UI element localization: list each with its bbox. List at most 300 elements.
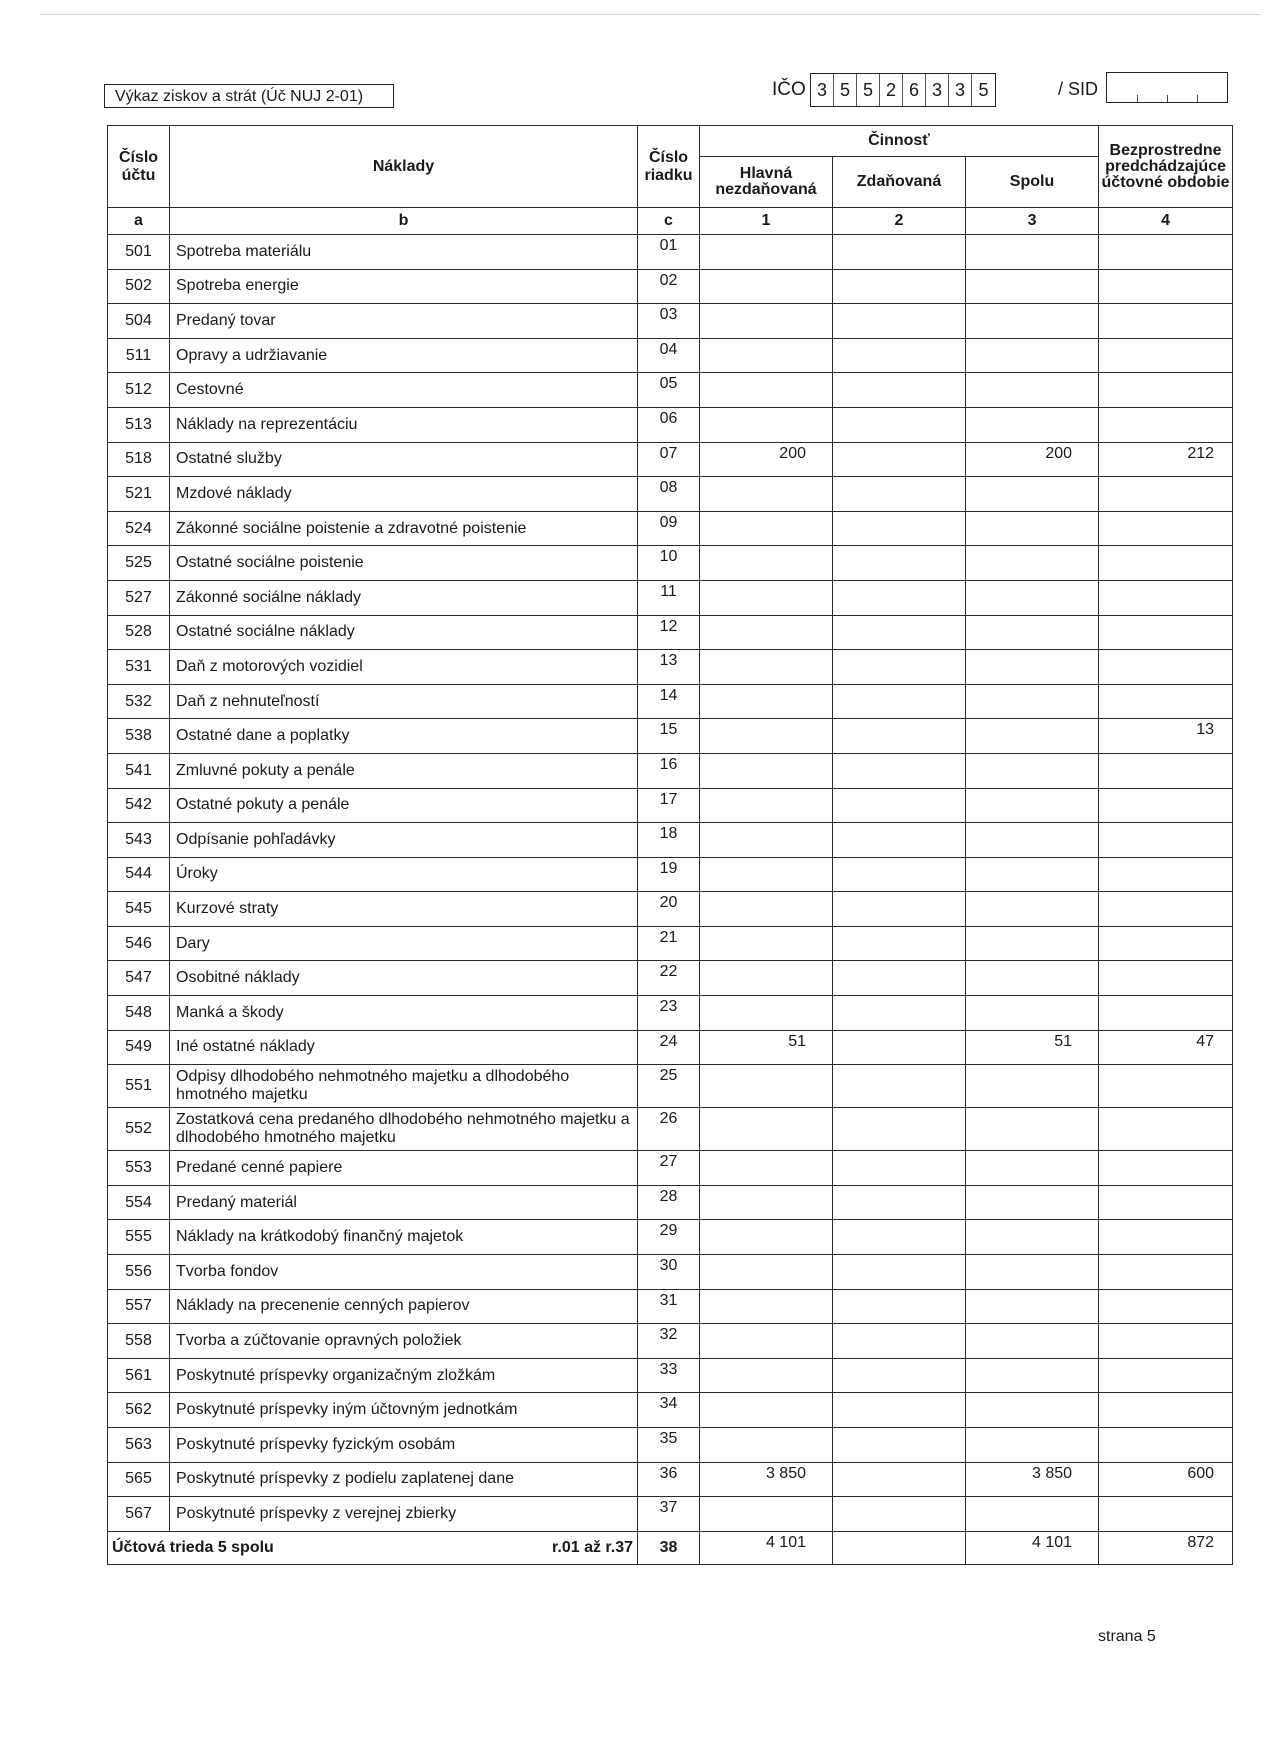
cost-name: Zostatková cena predaného dlhodobého nehmotného majetku a dlhodobého hmotného majetku [170,1108,638,1151]
account-number: 563 [108,1428,170,1463]
account-number: 567 [108,1497,170,1532]
account-number: 532 [108,684,170,719]
row-number: 15 [638,719,700,754]
cost-name: Ostatné dane a poplatky [170,719,638,754]
main-untaxed-value: 200 [700,442,833,477]
prev-period-value [1099,1108,1233,1151]
account-number: 542 [108,788,170,823]
total-value [966,684,1099,719]
total-value [966,1497,1099,1532]
table-row [108,1185,1233,1220]
prev-period-value [1099,373,1233,408]
row-number: 27 [638,1151,700,1186]
total-main-untaxed: 4 101 [700,1531,833,1564]
prev-period-value [1099,1289,1233,1324]
cost-name: Odpisy dlhodobého nehmotného majetku a dlhodobého hmotného majetku [170,1065,638,1108]
row-number: 18 [638,823,700,858]
taxed-value [833,304,966,339]
table-row [108,477,1233,512]
main-untaxed-value [700,1358,833,1393]
row-number: 19 [638,857,700,892]
cost-name: Poskytnuté príspevky organizačným zložkám [170,1358,638,1393]
total-taxed [833,1531,966,1564]
form-title: Výkaz ziskov a strát (Úč NUJ 2-01) [104,84,394,108]
letter-c: c [638,208,700,235]
prev-period-value [1099,857,1233,892]
prev-period-value [1099,1151,1233,1186]
row-number: 24 [638,1030,700,1065]
total-value [966,235,1099,270]
row-number: 12 [638,615,700,650]
table-row [108,511,1233,546]
ico-digit: 5 [857,74,880,106]
table-row [108,1428,1233,1463]
taxed-value [833,857,966,892]
page-number: strana 5 [1098,1628,1156,1645]
total-value [966,1289,1099,1324]
main-untaxed-value [700,235,833,270]
taxed-value [833,1185,966,1220]
total-value [966,615,1099,650]
taxed-value [833,684,966,719]
letter-3: 3 [966,208,1099,235]
prev-period-value [1099,511,1233,546]
total-value [966,1393,1099,1428]
taxed-value [833,580,966,615]
total-value [966,338,1099,373]
total-range: r.01 až r.37 [552,1538,633,1556]
cost-name: Mzdové náklady [170,477,638,512]
total-value [966,961,1099,996]
main-untaxed-value [700,1185,833,1220]
total-value: 51 [966,1030,1099,1065]
cost-name: Poskytnuté príspevky fyzickým osobám [170,1428,638,1463]
table-row [108,719,1233,754]
row-number: 01 [638,235,700,270]
taxed-value [833,926,966,961]
total-value: 200 [966,442,1099,477]
taxed-value [833,1108,966,1151]
account-number: 555 [108,1220,170,1255]
taxed-value [833,511,966,546]
total-value [966,269,1099,304]
table-row [108,1220,1233,1255]
ico-digit: 2 [880,74,903,106]
total-value [966,546,1099,581]
head-costs: Náklady [170,126,638,208]
total-label-cell [108,1531,638,1564]
cost-table [107,125,1233,1565]
row-number: 20 [638,892,700,927]
table-row [108,1108,1233,1151]
prev-period-value [1099,1185,1233,1220]
prev-period-value [1099,650,1233,685]
account-number: 562 [108,1393,170,1428]
taxed-value [833,753,966,788]
cost-name: Daň z motorových vozidiel [170,650,638,685]
table-row [108,823,1233,858]
cost-name: Poskytnuté príspevky z verejnej zbierky [170,1497,638,1532]
account-number: 565 [108,1462,170,1497]
account-number: 545 [108,892,170,927]
table-row [108,961,1233,996]
total-value [966,477,1099,512]
main-untaxed-value [700,684,833,719]
account-number: 543 [108,823,170,858]
cost-name: Poskytnuté príspevky z podielu zaplatenej dane [170,1462,638,1497]
account-number: 551 [108,1065,170,1108]
total-prev-period: 872 [1099,1531,1233,1564]
cost-name: Ostatné služby [170,442,638,477]
row-number: 30 [638,1255,700,1290]
prev-period-value [1099,407,1233,442]
main-untaxed-value [700,823,833,858]
main-untaxed-value [700,373,833,408]
cost-name: Ostatné sociálne náklady [170,615,638,650]
account-number: 544 [108,857,170,892]
row-number: 04 [638,338,700,373]
main-untaxed-value [700,1065,833,1108]
account-number: 525 [108,546,170,581]
taxed-value [833,615,966,650]
taxed-value [833,546,966,581]
account-number: 524 [108,511,170,546]
table-row [108,615,1233,650]
table-row [108,1065,1233,1108]
total-value: 3 850 [966,1462,1099,1497]
row-number: 22 [638,961,700,996]
taxed-value [833,1393,966,1428]
taxed-value [833,961,966,996]
cost-name: Cestovné [170,373,638,408]
account-number: 521 [108,477,170,512]
letter-b: b [170,208,638,235]
table-row [108,1030,1233,1065]
head-row-no: Číslo riadku [638,126,700,208]
total-row [108,1531,1233,1564]
row-number: 16 [638,753,700,788]
cost-name: Ostatné sociálne poistenie [170,546,638,581]
main-untaxed-value [700,788,833,823]
cost-name: Iné ostatné náklady [170,1030,638,1065]
total-value [966,1065,1099,1108]
prev-period-value [1099,235,1233,270]
account-number: 548 [108,996,170,1031]
taxed-value [833,1497,966,1532]
main-untaxed-value [700,996,833,1031]
head-prev-period: Bezprostredne predchádzajúce účtovné obdobie [1099,126,1233,208]
table-row [108,892,1233,927]
prev-period-value [1099,615,1233,650]
cost-name: Predané cenné papiere [170,1151,638,1186]
main-untaxed-value [700,1393,833,1428]
row-number: 28 [638,1185,700,1220]
prev-period-value [1099,1255,1233,1290]
ico-digit: 3 [926,74,949,106]
taxed-value [833,235,966,270]
prev-period-value [1099,823,1233,858]
ico-digit: 3 [811,74,834,106]
main-untaxed-value [700,477,833,512]
main-untaxed-value [700,1151,833,1186]
prev-period-value [1099,1324,1233,1359]
main-untaxed-value [700,857,833,892]
cost-name: Predaný tovar [170,304,638,339]
total-row-number: 38 [638,1531,700,1564]
row-number: 37 [638,1497,700,1532]
account-number: 513 [108,407,170,442]
total-value [966,511,1099,546]
account-number: 561 [108,1358,170,1393]
main-untaxed-value [700,1289,833,1324]
account-number: 549 [108,1030,170,1065]
total-value [966,580,1099,615]
main-untaxed-value [700,926,833,961]
taxed-value [833,1151,966,1186]
prev-period-value [1099,996,1233,1031]
taxed-value [833,1065,966,1108]
table-row [108,996,1233,1031]
table-row [108,1289,1233,1324]
prev-period-value [1099,1497,1233,1532]
cost-name: Zákonné sociálne poistenie a zdravotné poistenie [170,511,638,546]
sid-field [1106,72,1228,103]
table-row [108,684,1233,719]
main-untaxed-value [700,1220,833,1255]
table-row [108,373,1233,408]
table-row [108,1151,1233,1186]
prev-period-value [1099,926,1233,961]
total-value [966,857,1099,892]
table-row [108,926,1233,961]
prev-period-value [1099,477,1233,512]
row-number: 31 [638,1289,700,1324]
taxed-value [833,477,966,512]
cost-name: Dary [170,926,638,961]
table-row [108,338,1233,373]
cost-name: Úroky [170,857,638,892]
main-untaxed-value: 51 [700,1030,833,1065]
total-value [966,1185,1099,1220]
taxed-value [833,1289,966,1324]
prev-period-value: 13 [1099,719,1233,754]
ico-digit: 5 [978,80,989,100]
prev-period-value [1099,1358,1233,1393]
row-number: 10 [638,546,700,581]
ico-field [810,73,996,107]
prev-period-value [1099,580,1233,615]
table-row [108,580,1233,615]
total-value [966,1358,1099,1393]
account-number: 546 [108,926,170,961]
prev-period-value [1099,753,1233,788]
taxed-value [833,1255,966,1290]
table-row [108,857,1233,892]
total-value [966,788,1099,823]
taxed-value [833,269,966,304]
main-untaxed-value [700,269,833,304]
cost-name: Opravy a udržiavanie [170,338,638,373]
ico-digit: 3 [949,74,972,106]
cost-name: Náklady na krátkodobý finančný majetok [170,1220,638,1255]
total-value [966,1255,1099,1290]
total-value [966,1428,1099,1463]
taxed-value [833,788,966,823]
total-value [966,1324,1099,1359]
taxed-value [833,650,966,685]
account-number: 518 [108,442,170,477]
row-number: 32 [638,1324,700,1359]
cost-name: Predaný materiál [170,1185,638,1220]
sid-label: / SID [1058,79,1099,99]
prev-period-value [1099,961,1233,996]
prev-period-value [1099,684,1233,719]
row-number: 06 [638,407,700,442]
prev-period-value [1099,1065,1233,1108]
row-number: 33 [638,1358,700,1393]
prev-period-value [1099,892,1233,927]
sid-tick [1137,95,1138,102]
letter-4: 4 [1099,208,1233,235]
top-rule [40,14,1260,15]
taxed-value [833,442,966,477]
table-row [108,1462,1233,1497]
sid-tick [1167,95,1168,102]
total-value [966,719,1099,754]
row-number: 36 [638,1462,700,1497]
taxed-value [833,892,966,927]
account-number: 511 [108,338,170,373]
cost-name: Tvorba fondov [170,1255,638,1290]
cost-name: Zákonné sociálne náklady [170,580,638,615]
row-number: 23 [638,996,700,1031]
main-untaxed-value [700,753,833,788]
account-number: 547 [108,961,170,996]
total-value [966,650,1099,685]
taxed-value [833,1324,966,1359]
taxed-value [833,338,966,373]
table-row [108,442,1233,477]
row-number: 13 [638,650,700,685]
table-row [108,407,1233,442]
taxed-value [833,1030,966,1065]
main-untaxed-value [700,304,833,339]
taxed-value [833,823,966,858]
letter-a: a [108,208,170,235]
cost-name: Kurzové straty [170,892,638,927]
account-number: 538 [108,719,170,754]
head-account-no: Číslo účtu [108,126,170,208]
main-untaxed-value [700,511,833,546]
row-number: 25 [638,1065,700,1108]
cost-name: Zmluvné pokuty a penále [170,753,638,788]
total-value [966,892,1099,927]
letter-1: 1 [700,208,833,235]
cost-name: Odpísanie pohľadávky [170,823,638,858]
sid-tick [1197,95,1198,102]
cost-name: Tvorba a zúčtovanie opravných položiek [170,1324,638,1359]
row-number: 08 [638,477,700,512]
main-untaxed-value: 3 850 [700,1462,833,1497]
total-value [966,1151,1099,1186]
taxed-value [833,719,966,754]
cost-name: Spotreba energie [170,269,638,304]
main-untaxed-value [700,719,833,754]
table-row [108,650,1233,685]
cost-name: Ostatné pokuty a penále [170,788,638,823]
total-value [966,996,1099,1031]
total-value [966,1220,1099,1255]
main-untaxed-value [700,546,833,581]
letter-2: 2 [833,208,966,235]
account-number: 512 [108,373,170,408]
head-total: Spolu [966,157,1099,208]
main-untaxed-value [700,1324,833,1359]
account-number: 527 [108,580,170,615]
table-row [108,1324,1233,1359]
head-main-untaxed: Hlavná nezdaňovaná [700,157,833,208]
row-number: 34 [638,1393,700,1428]
row-number: 11 [638,580,700,615]
main-untaxed-value [700,650,833,685]
prev-period-value [1099,788,1233,823]
taxed-value [833,996,966,1031]
taxed-value [833,1220,966,1255]
account-number: 501 [108,235,170,270]
row-number: 07 [638,442,700,477]
head-taxed: Zdaňovaná [833,157,966,208]
cost-name: Manká a škody [170,996,638,1031]
row-number: 29 [638,1220,700,1255]
taxed-value [833,1462,966,1497]
prev-period-value [1099,269,1233,304]
prev-period-value: 212 [1099,442,1233,477]
prev-period-value [1099,1220,1233,1255]
main-untaxed-value [700,338,833,373]
total-value [966,753,1099,788]
account-number: 557 [108,1289,170,1324]
prev-period-value [1099,338,1233,373]
prev-period-value [1099,546,1233,581]
main-untaxed-value [700,1428,833,1463]
cost-name: Náklady na precenenie cenných papierov [170,1289,638,1324]
main-untaxed-value [700,892,833,927]
account-number: 556 [108,1255,170,1290]
table-row [108,1255,1233,1290]
taxed-value [833,1358,966,1393]
cost-name: Osobitné náklady [170,961,638,996]
total-sum: 4 101 [966,1531,1099,1564]
main-untaxed-value [700,580,833,615]
main-untaxed-value [700,1255,833,1290]
cost-name: Daň z nehnuteľností [170,684,638,719]
total-label: Účtová trieda 5 spolu [112,1538,274,1556]
account-number: 554 [108,1185,170,1220]
row-number: 35 [638,1428,700,1463]
account-number: 528 [108,615,170,650]
table-row [108,546,1233,581]
cost-name: Poskytnuté príspevky iným účtovným jednotkám [170,1393,638,1428]
account-number: 553 [108,1151,170,1186]
row-number: 14 [638,684,700,719]
total-value [966,1108,1099,1151]
account-number: 504 [108,304,170,339]
table-row [108,1358,1233,1393]
row-number: 03 [638,304,700,339]
main-untaxed-value [700,961,833,996]
row-number: 05 [638,373,700,408]
row-number: 21 [638,926,700,961]
